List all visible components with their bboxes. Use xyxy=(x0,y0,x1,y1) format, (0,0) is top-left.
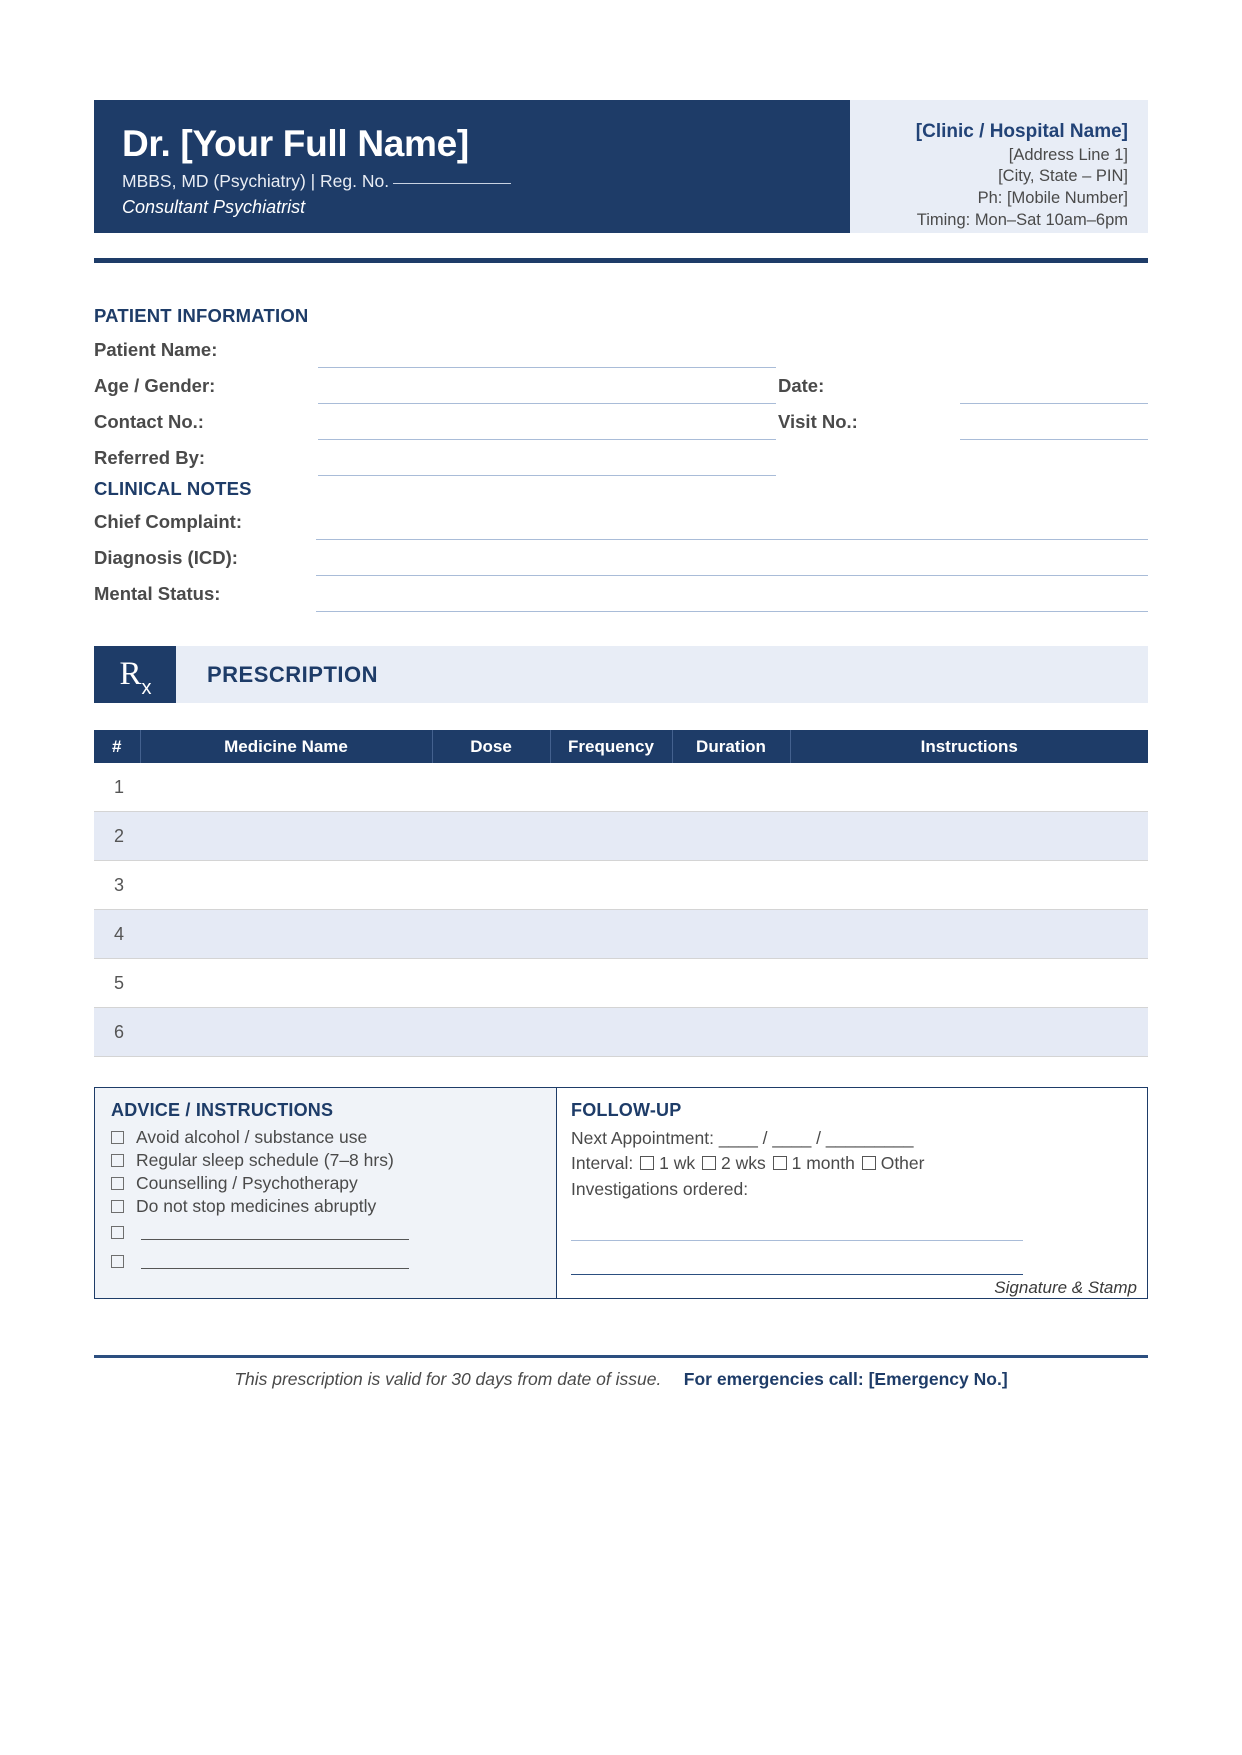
mental-status-label: Mental Status: xyxy=(94,583,221,604)
table-row[interactable] xyxy=(94,1008,1148,1057)
instructions-cell[interactable] xyxy=(790,861,1148,910)
interval-option-label: 1 month xyxy=(791,1153,855,1174)
advice-panel-title: ADVICE / INSTRUCTIONS xyxy=(111,1100,334,1120)
duration-cell[interactable] xyxy=(672,959,790,1008)
medicine-name-cell[interactable] xyxy=(140,1008,432,1057)
emergency-contact-note: For emergencies call: [Emergency No.] xyxy=(683,1369,1008,1389)
validity-note: This prescription is valid for 30 days from date of issue. xyxy=(234,1369,662,1389)
clinic-address-line-2: [City, State – PIN] xyxy=(998,167,1128,186)
patient-information-section xyxy=(94,305,1148,470)
instructions-cell[interactable] xyxy=(790,959,1148,1008)
clinic-phone: Ph: [Mobile Number] xyxy=(977,189,1128,208)
follow-up-panel-title: FOLLOW-UP xyxy=(571,1100,682,1120)
medicine-name-cell[interactable] xyxy=(140,763,432,812)
frequency-cell[interactable] xyxy=(550,763,672,812)
checkbox-icon[interactable] xyxy=(111,1200,124,1213)
column-header-instructions: Instructions xyxy=(790,730,1148,763)
prescription-banner-title: PRESCRIPTION xyxy=(207,661,379,687)
frequency-cell[interactable] xyxy=(550,812,672,861)
frequency-cell[interactable] xyxy=(550,1008,672,1057)
footer-divider-rule xyxy=(94,1355,1148,1358)
mental-status-input-line[interactable] xyxy=(316,611,1148,612)
column-header-dose: Dose xyxy=(432,730,550,763)
next-appointment-blanks[interactable]: ____ / ____ / _________ xyxy=(718,1128,914,1148)
prescription-sheet xyxy=(94,100,1148,1390)
duration-cell[interactable] xyxy=(672,910,790,959)
registration-number-blank xyxy=(393,183,511,184)
duration-cell[interactable] xyxy=(672,861,790,910)
row-index-cell: 4 xyxy=(94,910,140,959)
next-appointment-row[interactable] xyxy=(571,1126,1137,1151)
letterhead-header xyxy=(94,100,1148,233)
medicine-name-cell[interactable] xyxy=(140,959,432,1008)
interval-option-label: Other xyxy=(880,1153,925,1174)
interval-option-label: 1 wk xyxy=(659,1153,696,1174)
duration-cell[interactable] xyxy=(672,763,790,812)
rx-icon xyxy=(119,656,152,699)
doctor-identity-block xyxy=(94,100,850,233)
interval-label: Interval: xyxy=(571,1153,634,1174)
patient-name-label: Patient Name: xyxy=(94,339,218,360)
duration-cell[interactable] xyxy=(672,812,790,861)
advice-item[interactable] xyxy=(111,1195,540,1218)
doctor-qualifications: MBBS, MD (Psychiatry) | Reg. No. xyxy=(122,170,390,191)
clinic-name: [Clinic / Hospital Name] xyxy=(915,121,1128,142)
prescription-banner xyxy=(94,646,1148,703)
follow-up-panel xyxy=(557,1088,1147,1298)
checkbox-icon[interactable] xyxy=(862,1156,876,1170)
dose-cell[interactable] xyxy=(432,763,550,812)
table-row[interactable] xyxy=(94,861,1148,910)
frequency-cell[interactable] xyxy=(550,861,672,910)
prescription-table-body xyxy=(94,763,1148,1057)
age-gender-input-line[interactable] xyxy=(318,403,776,404)
medicine-name-cell[interactable] xyxy=(140,861,432,910)
interval-option-label: 2 wks xyxy=(720,1153,766,1174)
next-appointment-label: Next Appointment: xyxy=(571,1128,714,1148)
rx-icon-subscript: x xyxy=(141,677,152,699)
checkbox-icon[interactable] xyxy=(111,1255,124,1268)
checkbox-icon[interactable] xyxy=(640,1156,654,1170)
row-index-cell: 3 xyxy=(94,861,140,910)
investigations-label: Investigations ordered: xyxy=(571,1178,749,1199)
prescription-table-header-row xyxy=(94,730,1148,763)
checkbox-icon[interactable] xyxy=(702,1156,716,1170)
advice-item-label: Counselling / Psychotherapy xyxy=(136,1173,358,1194)
duration-cell[interactable] xyxy=(672,1008,790,1057)
table-row[interactable] xyxy=(94,763,1148,812)
date-input-line[interactable] xyxy=(960,403,1148,404)
rx-icon-letter: R xyxy=(119,656,142,692)
footer xyxy=(94,1369,1148,1390)
prescription-table xyxy=(94,730,1148,1057)
instructions-cell[interactable] xyxy=(790,910,1148,959)
contact-no-input-line[interactable] xyxy=(318,439,776,440)
referred-by-input-line[interactable] xyxy=(318,475,776,476)
checkbox-icon[interactable] xyxy=(111,1177,124,1190)
medicine-name-cell[interactable] xyxy=(140,812,432,861)
checkbox-icon[interactable] xyxy=(773,1156,787,1170)
patient-name-input-line[interactable] xyxy=(318,367,776,368)
age-gender-label: Age / Gender: xyxy=(94,375,216,396)
medicine-name-cell[interactable] xyxy=(140,910,432,959)
advice-item-blank[interactable] xyxy=(111,1218,540,1247)
dose-cell[interactable] xyxy=(432,861,550,910)
instructions-cell[interactable] xyxy=(790,812,1148,861)
clinical-notes-section xyxy=(94,478,1148,608)
table-row[interactable] xyxy=(94,812,1148,861)
prescription-table-head xyxy=(94,730,1148,763)
dose-cell[interactable] xyxy=(432,812,550,861)
date-label: Date: xyxy=(778,375,825,396)
frequency-cell[interactable] xyxy=(550,959,672,1008)
visit-no-input-line[interactable] xyxy=(960,439,1148,440)
row-index-cell: 6 xyxy=(94,1008,140,1057)
row-index-cell: 2 xyxy=(94,812,140,861)
column-header-index: # xyxy=(94,730,140,763)
column-header-medicine: Medicine Name xyxy=(140,730,432,763)
advice-item-label: Do not stop medicines abruptly xyxy=(136,1196,377,1217)
advice-item-label: Regular sleep schedule (7–8 hrs) xyxy=(136,1150,394,1171)
dose-cell[interactable] xyxy=(432,1008,550,1057)
chief-complaint-input-line[interactable] xyxy=(316,539,1148,540)
clinic-address-line-1: [Address Line 1] xyxy=(1008,145,1128,164)
dose-cell[interactable] xyxy=(432,910,550,959)
header-divider-rule xyxy=(94,258,1148,263)
advice-item-label: Avoid alcohol / substance use xyxy=(136,1127,368,1148)
referred-by-label: Referred By: xyxy=(94,447,206,468)
row-index-cell: 1 xyxy=(94,763,140,812)
doctor-name: Dr. [Your Full Name] xyxy=(122,123,469,164)
interval-row[interactable] xyxy=(571,1151,1137,1176)
diagnosis-icd-label: Diagnosis (ICD): xyxy=(94,547,238,568)
advice-blank-input-line[interactable] xyxy=(141,1225,409,1240)
signature-line[interactable] xyxy=(571,1274,1023,1275)
frequency-cell[interactable] xyxy=(550,910,672,959)
bottom-panels xyxy=(94,1087,1148,1299)
advice-instructions-panel xyxy=(95,1088,557,1298)
table-row[interactable] xyxy=(94,910,1148,959)
visit-no-label: Visit No.: xyxy=(778,411,858,432)
checkbox-icon[interactable] xyxy=(111,1154,124,1167)
column-header-frequency: Frequency xyxy=(550,730,672,763)
advice-item-blank[interactable] xyxy=(111,1247,540,1276)
column-header-duration: Duration xyxy=(672,730,790,763)
checkbox-icon[interactable] xyxy=(111,1131,124,1144)
clinical-notes-title: CLINICAL NOTES xyxy=(94,478,252,499)
advice-blank-input-line[interactable] xyxy=(141,1254,409,1269)
investigations-input-line[interactable] xyxy=(571,1240,1023,1241)
contact-no-label: Contact No.: xyxy=(94,411,204,432)
row-index-cell: 5 xyxy=(94,959,140,1008)
patient-information-title: PATIENT INFORMATION xyxy=(94,305,309,326)
instructions-cell[interactable] xyxy=(790,1008,1148,1057)
table-row[interactable] xyxy=(94,959,1148,1008)
checkbox-icon[interactable] xyxy=(111,1226,124,1239)
clinic-timing: Timing: Mon–Sat 10am–6pm xyxy=(916,210,1128,229)
doctor-qualifications-row xyxy=(122,170,822,192)
clinic-info-block xyxy=(850,100,1148,233)
doctor-designation: Consultant Psychiatrist xyxy=(122,197,306,218)
rx-symbol-badge xyxy=(94,646,176,703)
diagnosis-icd-input-line[interactable] xyxy=(316,575,1148,576)
signature-stamp-label: Signature & Stamp xyxy=(994,1278,1137,1297)
chief-complaint-label: Chief Complaint: xyxy=(94,511,242,532)
instructions-cell[interactable] xyxy=(790,763,1148,812)
dose-cell[interactable] xyxy=(432,959,550,1008)
